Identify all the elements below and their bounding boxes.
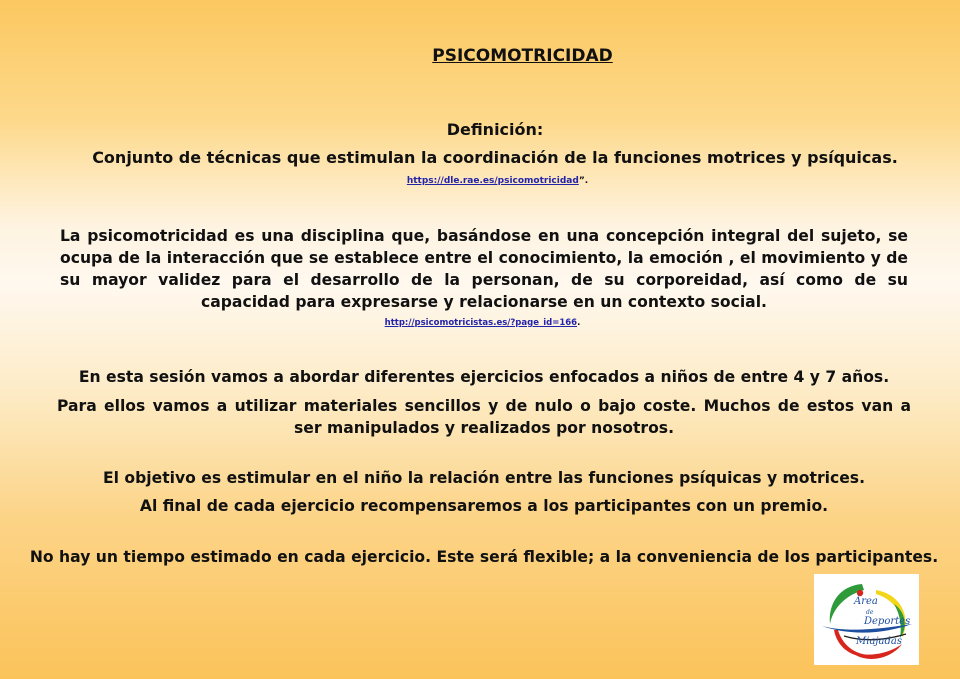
objective-line-1: El objetivo es estimular en el niño la relación entre las funciones psíquicas y motrices. [102,469,866,487]
definition-label: Definición: [446,120,544,139]
definition-source-link[interactable]: https://dle.rae.es/psicomotricidad [406,176,579,186]
definition-text: Conjunto de técnicas que estimulan la coordinación de la funciones motrices y psíquicas. [92,148,898,167]
sports-area-logo [814,574,919,665]
logo-word-de: de [866,609,874,616]
paragraph-source-suffix: . [577,318,581,328]
paragraph-source [0,318,960,328]
session-line-1: En esta sesión vamos a abordar diferentes ejercicios enfocados a niños de entre 4 y 7 años. [78,368,890,386]
paragraph-source-link[interactable]: http://psicomotricistas.es/?page_id=166 [384,318,578,328]
objective-line-2: Al final de cada ejercicio recompensaremos a los participantes con un premio. [139,497,829,515]
document-title: PSICOMOTRICIDAD [432,46,613,66]
intro-paragraph: La psicomotricidad es una disciplina que, basándose en una concepción integral del sujeto, se ocupa de la interacción que se establece entre el conocimiento, la emoción , el movimiento y de su mayor validez para el desarrollo de la personan, de su corporeidad, así como de su capacidad para expresarse y relacionarse en un contexto social. [60,227,908,311]
session-line-2: Para ellos vamos a utilizar materiales sencillos y de nulo o bajo coste. Muchos de estos van a ser manipulados y realizados por nosotros. [57,397,911,437]
logo-word-deportes: Deportes [864,616,911,627]
closing-line: No hay un tiempo estimado en cada ejercicio. Este será flexible; a la conveniencia de los participantes. [29,548,939,566]
logo-word-miajadas: Miajadas [856,636,902,647]
definition-source [0,176,960,186]
logo-word-area: Área [854,596,878,607]
definition-source-suffix: ”. [578,176,589,186]
